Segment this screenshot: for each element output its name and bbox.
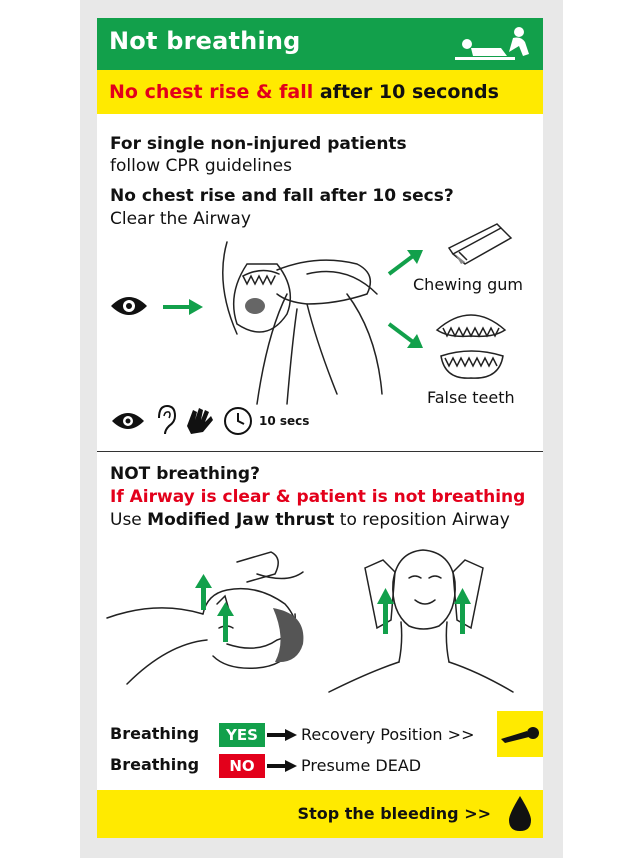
false-teeth-icon — [433, 306, 509, 382]
blood-drop-icon — [507, 796, 533, 832]
section1-sub: follow CPR guidelines — [110, 156, 292, 176]
presume-dead-text: Presume DEAD — [301, 756, 422, 775]
clock-icon — [223, 406, 253, 436]
chewing-gum-label: Chewing gum — [413, 275, 523, 294]
section-divider — [97, 451, 543, 452]
subtitle-black: after 10 seconds — [313, 81, 499, 103]
recovery-position-link[interactable]: Recovery Position >> — [301, 725, 475, 744]
subtitle-band — [97, 70, 543, 114]
check-duration-label: 10 secs — [259, 414, 310, 428]
section1-instruction: Clear the Airway — [110, 209, 251, 229]
eye-icon — [109, 294, 149, 318]
chewing-gum-icon — [445, 224, 517, 268]
instruction-pre: Use — [110, 510, 148, 530]
section2-warning: If Airway is clear & patient is not breathing — [110, 487, 526, 507]
stop-bleeding-link[interactable]: Stop the bleeding >> — [297, 804, 491, 823]
false-teeth-label: False teeth — [427, 388, 515, 407]
page-title: Not breathing — [109, 27, 301, 55]
person-lying-icon — [451, 24, 535, 64]
ear-icon — [155, 404, 177, 436]
section2-instruction — [110, 510, 510, 530]
header-bar — [97, 18, 543, 70]
arrow-right-icon — [163, 299, 203, 315]
arrow-down-right-icon — [387, 322, 423, 350]
instruction-post: to reposition Airway — [334, 510, 510, 530]
arrow-right-icon — [267, 760, 297, 772]
outcome-no-label: Breathing — [110, 755, 200, 774]
section1-question: No chest rise and fall after 10 secs? — [110, 186, 454, 206]
jaw-thrust-front-illustration — [329, 542, 513, 702]
hand-feel-icon — [183, 404, 217, 436]
arrow-up-right-icon — [387, 248, 423, 276]
jaw-thrust-side-illustration — [107, 544, 313, 704]
clear-airway-illustration — [207, 234, 387, 406]
instruction-bold: Modified Jaw thrust — [147, 510, 335, 530]
yes-badge: YES — [219, 723, 265, 747]
subtitle — [109, 81, 499, 103]
section1-heading: For single non-injured patients — [110, 134, 407, 154]
first-aid-card — [97, 18, 543, 838]
section2-question: NOT breathing? — [110, 464, 260, 484]
recovery-position-icon[interactable] — [497, 711, 543, 757]
arrow-right-icon — [267, 729, 297, 741]
outcome-yes-label: Breathing — [110, 724, 200, 743]
eye-icon — [110, 410, 146, 432]
footer-band[interactable] — [97, 790, 543, 838]
subtitle-red: No chest rise & fall — [109, 81, 314, 103]
no-badge: NO — [219, 754, 265, 778]
